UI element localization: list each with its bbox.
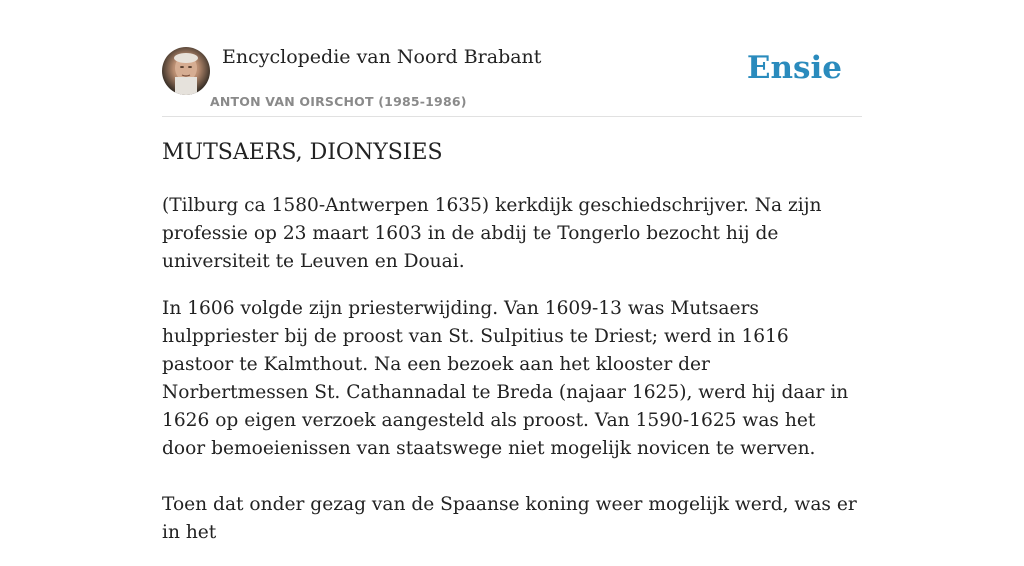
entry-content <box>162 192 862 566</box>
header <box>162 0 862 117</box>
paragraph: In 1606 volgde zijn priesterwijding. Van 1609-13 was Mutsaers hulppriester bij de proost van St. Sulpitius te Driest; werd in 1616 pastoor te Kalmthout. Na een bezoek aan het klooster der Norbertmessen St. Cathannadal te Breda (najaar 1625), werd hij daar in 1626 op eigen verzoek aangesteld als proost. Van 1590-1625 was het door bemoeienissen van staatswege niet mogelijk novicen te werven. <box>162 298 849 459</box>
page-title: MUTSAERS, DIONYSIES <box>162 140 443 165</box>
paragraph: (Tilburg ca 1580-Antwerpen 1635) kerkdijk geschiedschrijver. Na zijn professie op 23 maart 1603 in de abdij te Tongerlo bezocht hij de universiteit te Leuven en Douai. <box>162 195 822 272</box>
author-name[interactable]: ANTON VAN OIRSCHOT (1985-1986) <box>210 94 467 109</box>
book-title[interactable]: Encyclopedie van Noord Brabant <box>222 46 542 68</box>
author-portrait-icon <box>162 47 210 95</box>
paragraph: Toen dat onder gezag van de Spaanse koning weer mogelijk werd, was er in het <box>162 494 857 543</box>
page <box>162 0 862 543</box>
author-avatar[interactable] <box>162 47 210 95</box>
brand-logo[interactable]: Ensie <box>746 50 842 86</box>
